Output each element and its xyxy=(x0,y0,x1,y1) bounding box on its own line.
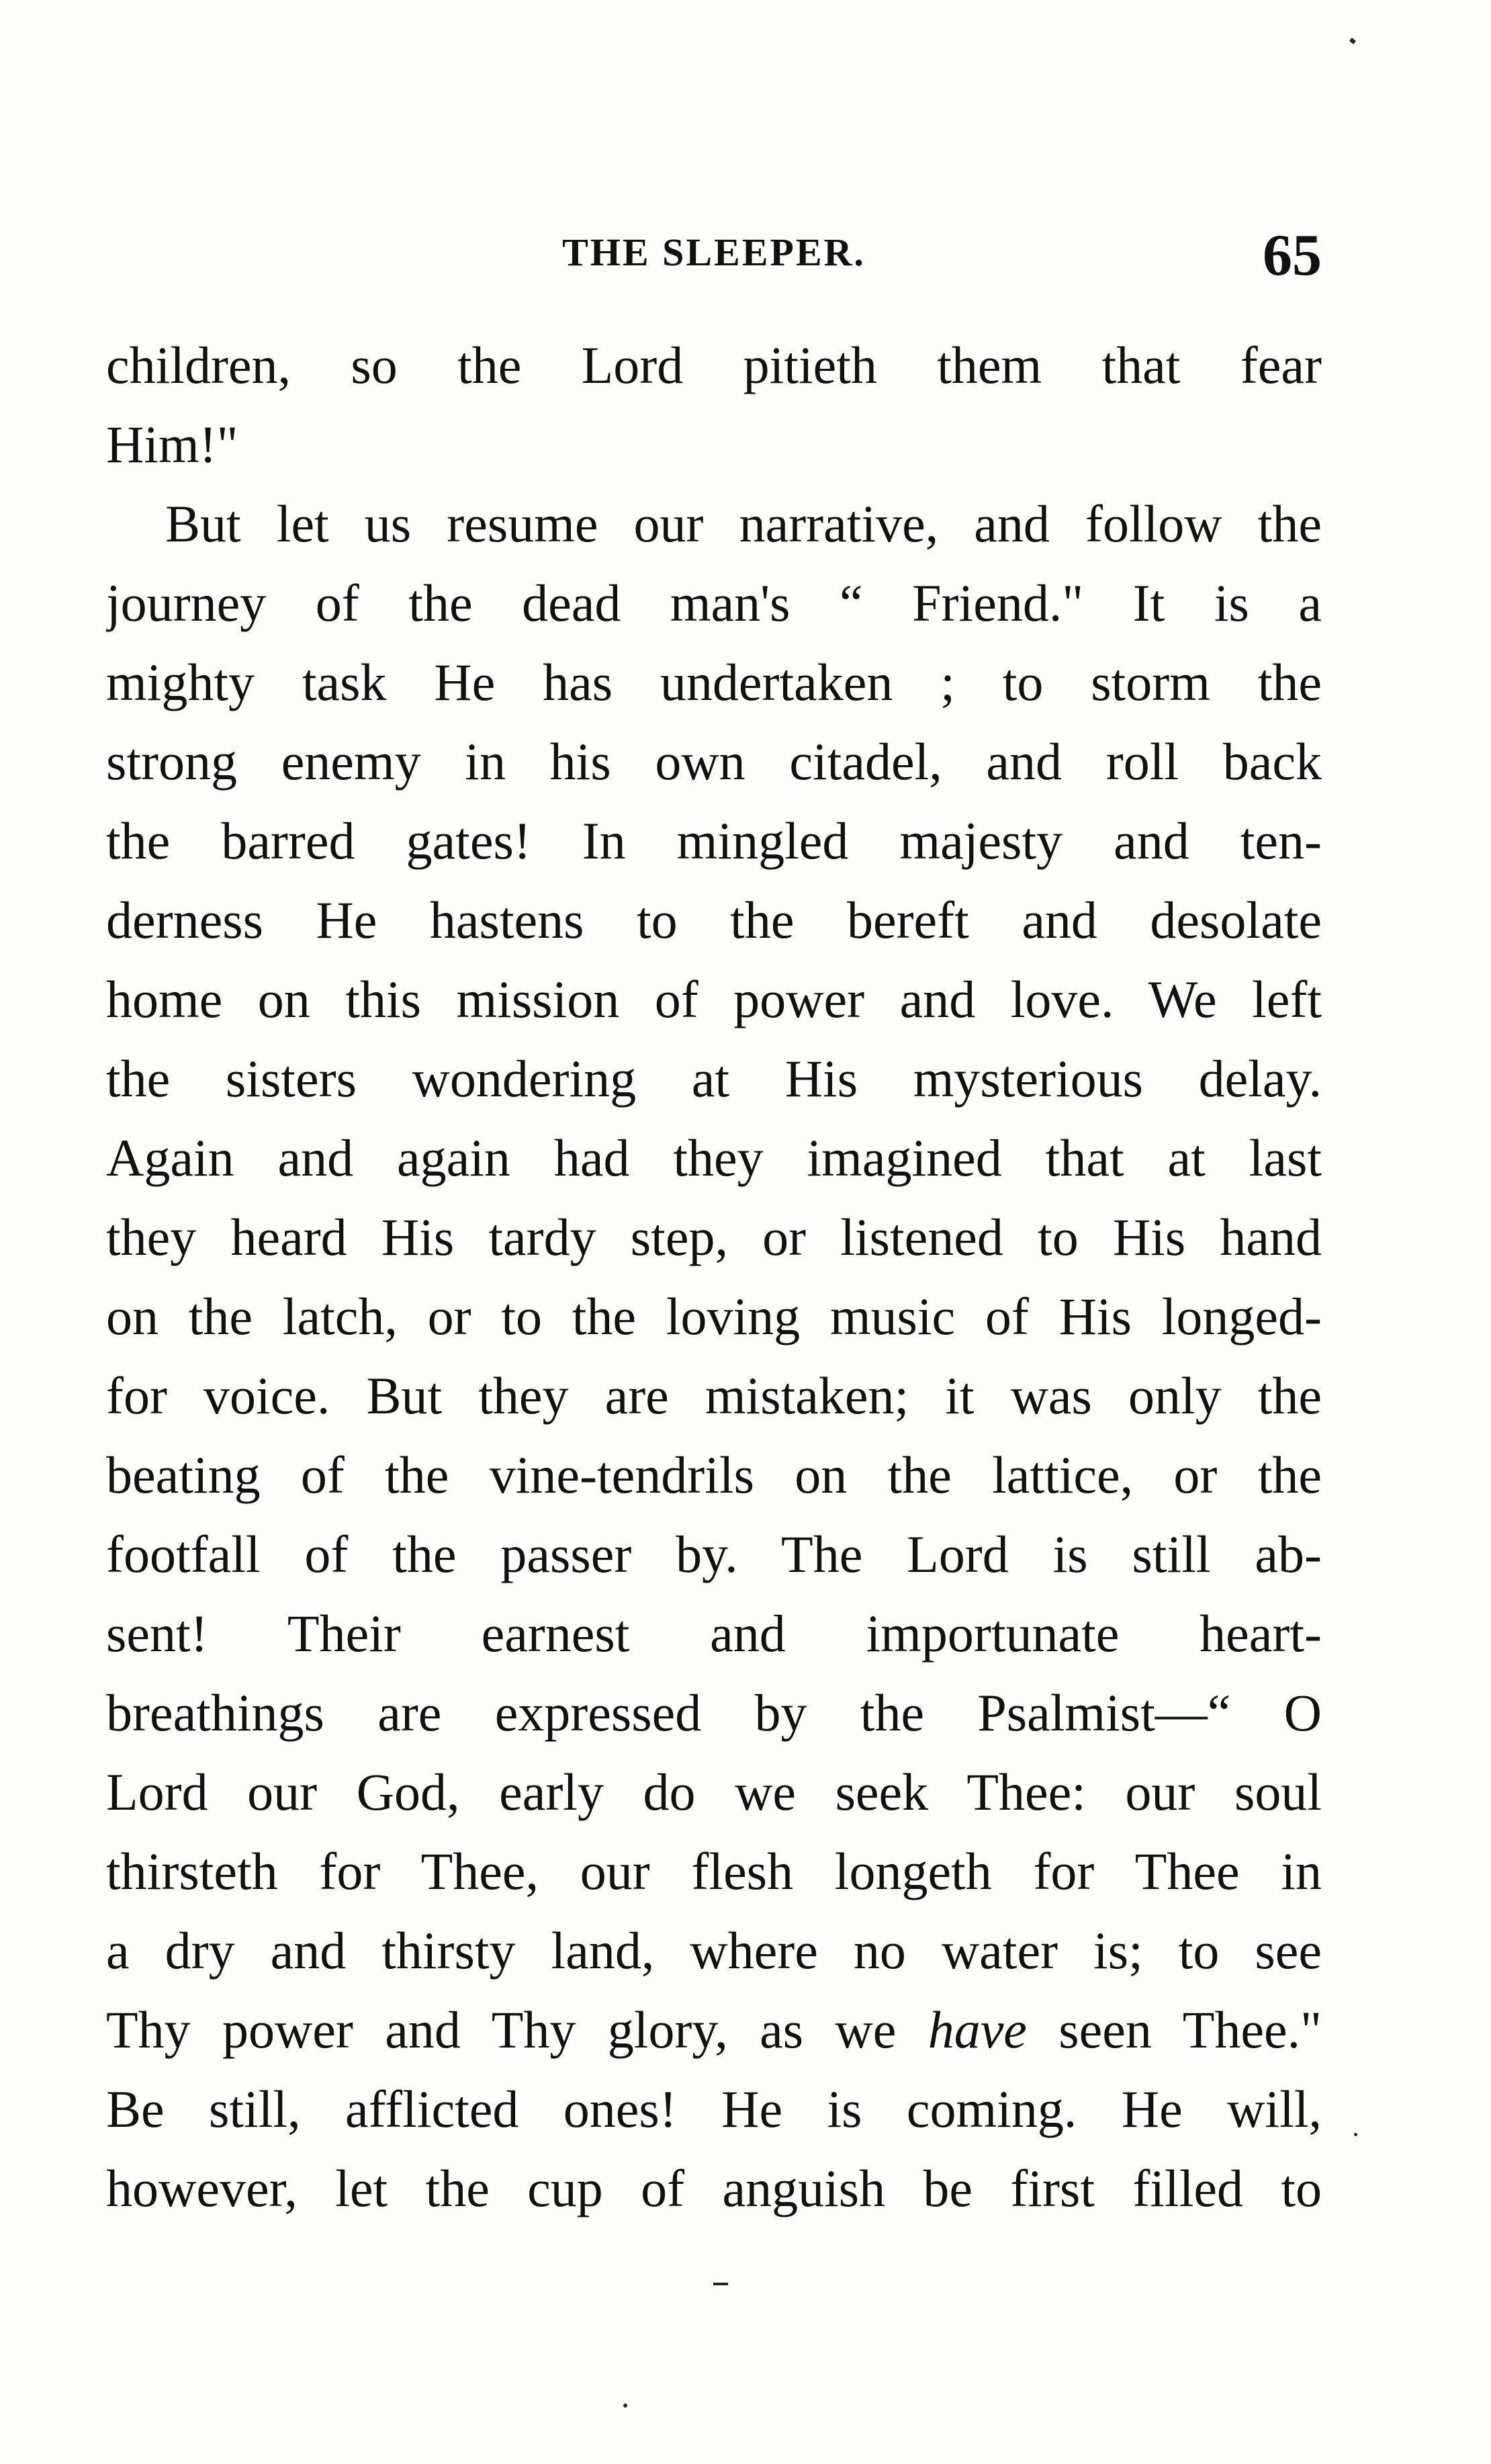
italic-word: have xyxy=(928,2000,1027,2059)
text-segment: Thy power and Thy glory, as we xyxy=(106,2000,928,2059)
text-line: for voice. But they are mistaken; it was only the xyxy=(106,1366,1322,1425)
text-line: a dry and thirsty land, where no water is; to see xyxy=(106,1921,1322,1980)
text-line: the sisters wondering at His mysterious delay. xyxy=(106,1049,1322,1108)
text-line: derness He hastens to the bereft and desolate xyxy=(106,891,1322,949)
scan-speck xyxy=(623,2404,627,2408)
text-line: Lord our God, early do we seek Thee: our soul xyxy=(106,1763,1322,1821)
scan-speck xyxy=(713,2283,728,2285)
text-segment: seen Thee." xyxy=(1026,2000,1322,2059)
text-line: the barred gates! In mingled majesty and ten- xyxy=(106,811,1322,870)
text-line: Again and again had they imagined that at last xyxy=(106,1129,1322,1187)
running-head xyxy=(106,222,1322,296)
text-line: however, let the cup of anguish be first filled to xyxy=(106,2159,1322,2217)
text-line: mighty task He has undertaken ; to storm the xyxy=(106,653,1322,711)
text-line: footfall of the passer by. The Lord is still ab- xyxy=(106,1525,1322,1583)
page-number: 65 xyxy=(1263,223,1322,288)
text-line: sent! Their earnest and importunate heart- xyxy=(106,1604,1322,1663)
text-line-with-italic xyxy=(106,1990,1322,2070)
body-text xyxy=(106,326,1322,2228)
text-line: journey of the dead man's “ Friend." It is a xyxy=(106,574,1322,632)
text-line: they heard His tardy step, or listened to His hand xyxy=(106,1208,1322,1266)
text-line: beating of the vine-tendrils on the lattice, or the xyxy=(106,1446,1322,1504)
text-line: on the latch, or to the loving music of His longed- xyxy=(106,1287,1322,1346)
scan-speck xyxy=(1349,38,1356,44)
scan-speck xyxy=(1354,2133,1357,2136)
text-line: Him!" xyxy=(106,415,238,474)
text-line: thirsteth for Thee, our flesh longeth for Thee in xyxy=(106,1842,1322,1900)
text-line: children, so the Lord pitieth them that fear xyxy=(106,336,1322,394)
text-line: strong enemy in his own citadel, and roll back xyxy=(106,732,1322,791)
text-line: breathings are expressed by the Psalmist—“ O xyxy=(106,1683,1322,1742)
text-line: Be still, afflicted ones! He is coming. He will, xyxy=(106,2080,1322,2138)
text-line: home on this mission of power and love. We left xyxy=(106,970,1322,1028)
running-title: THE SLEEPER. xyxy=(562,230,866,274)
text-line: But let us resume our narrative, and follow the xyxy=(165,494,1322,553)
